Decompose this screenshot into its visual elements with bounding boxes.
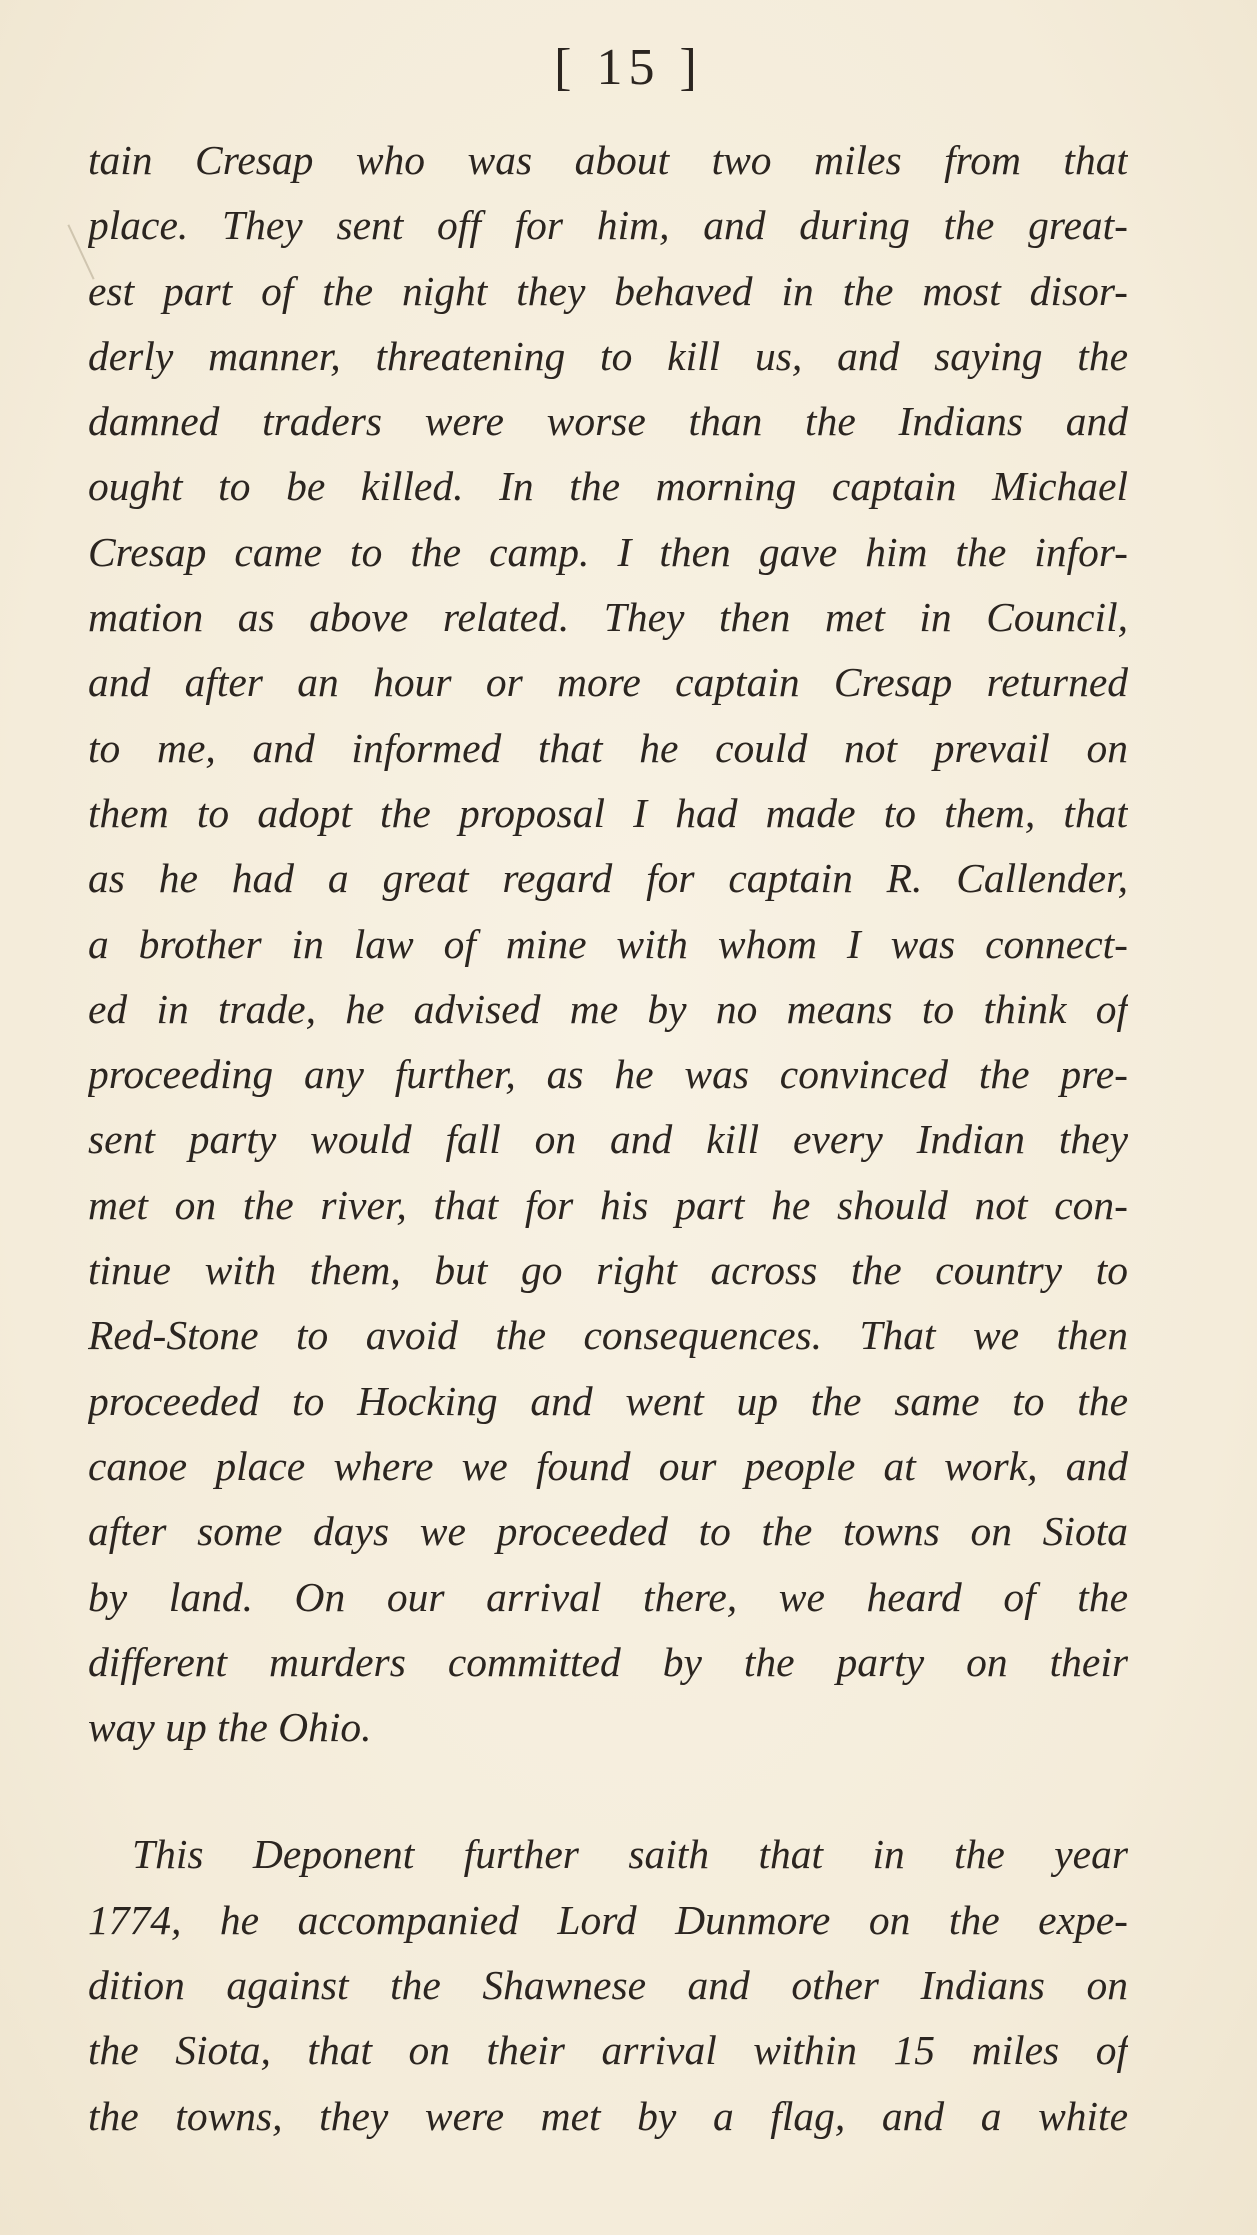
text-line: them to adopt the proposal I had made to them, that <box>88 789 1128 836</box>
text-line: to me, and informed that he could not prevail on <box>88 724 1128 771</box>
text-line: 1774, he accompanied Lord Dunmore on the expe- <box>88 1896 1128 1943</box>
text-line: as he had a great regard for captain R. Callender, <box>88 855 1128 902</box>
paragraph-gap <box>88 1760 1128 1822</box>
text-line: ed in trade, he advised me by no means to think of <box>88 985 1128 1032</box>
text-line: mation as above related. They then met in Council, <box>88 594 1128 641</box>
text-line: tinue with them, but go right across the country to <box>88 1247 1128 1294</box>
text-line: est part of the night they behaved in the most disor- <box>88 267 1128 314</box>
text-line: proceeded to Hocking and went up the same to the <box>88 1377 1128 1424</box>
text-line: by land. On our arrival there, we heard of the <box>88 1573 1128 1620</box>
text-line: and after an hour or more captain Cresap returned <box>88 659 1128 706</box>
text-line: way up the Ohio. <box>88 1704 372 1751</box>
text-line: met on the river, that for his part he should not con- <box>88 1181 1128 1228</box>
text-line: sent party would fall on and kill every Indian they <box>88 1116 1128 1163</box>
text-line: the Siota, that on their arrival within 15 miles of <box>88 2027 1128 2074</box>
body-text <box>88 128 1128 2149</box>
paragraph-1 <box>88 128 1128 1760</box>
text-line: Red-Stone to avoid the consequences. That we then <box>88 1312 1128 1359</box>
text-line: dition against the Shawnese and other Indians on <box>88 1962 1128 2009</box>
text-line: place. They sent off for him, and during the great- <box>88 202 1128 249</box>
text-line: proceeding any further, as he was convinced the pre- <box>88 1051 1128 1098</box>
text-line: canoe place where we found our people at work, and <box>88 1442 1128 1489</box>
text-line: after some days we proceeded to the towns on Siota <box>88 1508 1128 1555</box>
text-line: Cresap came to the camp. I then gave him the infor- <box>88 528 1128 575</box>
text-line: the towns, they were met by a flag, and a white <box>88 2092 1128 2139</box>
text-line: a brother in law of mine with whom I was connect- <box>88 920 1128 967</box>
text-line: This Deponent further saith that in the year <box>132 1831 1128 1878</box>
text-line: different murders committed by the party on their <box>88 1638 1128 1685</box>
paragraph-2 <box>88 1822 1128 2148</box>
page-number: [ 15 ] <box>554 39 703 96</box>
text-line: tain Cresap who was about two miles from that <box>88 137 1128 183</box>
text-line: derly manner, threatening to kill us, and saying the <box>88 332 1128 379</box>
text-line: ought to be killed. In the morning captain Michael <box>88 463 1128 510</box>
text-line: damned traders were worse than the Indians and <box>88 398 1128 445</box>
